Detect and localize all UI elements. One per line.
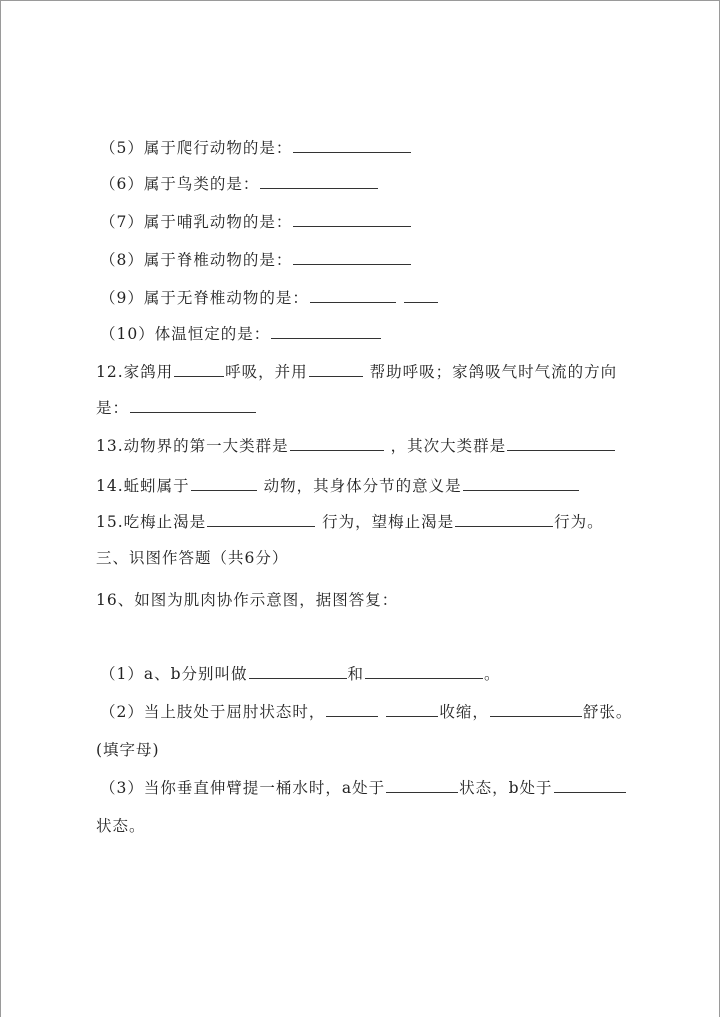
q11-item-7-text: （7）属于哺乳动物的是： (100, 213, 293, 231)
q11-item-8-text: （8）属于脊椎动物的是： (100, 251, 293, 269)
q13-text-b: ，其次大类群是 (384, 437, 507, 455)
q15-text-a: 15.吃梅止渴是 (96, 513, 207, 531)
q16-sub-3-cont (96, 816, 146, 836)
blank-16-3b[interactable] (554, 778, 626, 793)
q12-text-c: 帮助呼吸；家鸽吸气时气流的方向 (363, 363, 618, 381)
q12-line-1 (96, 362, 617, 382)
q16-sub-3 (100, 778, 627, 798)
q14-text-a: 14.蚯蚓属于 (96, 477, 190, 495)
blank-16-1b[interactable] (365, 664, 483, 679)
blank-15a[interactable] (207, 512, 315, 527)
q15-text-b: 行为，望梅止渴是 (316, 513, 455, 531)
blank-12c[interactable] (130, 398, 256, 413)
q11-item-10 (100, 324, 382, 344)
blank-16-3a[interactable] (386, 778, 458, 793)
blank-9a[interactable] (310, 288, 396, 303)
blank-12a[interactable] (174, 362, 224, 377)
q15-line (96, 512, 604, 532)
q11-item-6-text: （6）属于鸟类的是： (100, 175, 260, 193)
q13-text-a: 13.动物界的第一大类群是 (96, 437, 289, 455)
q16-s3-text-b: 状态，b处于 (459, 779, 553, 797)
q11-item-6 (100, 174, 379, 194)
q12-text-d: 是： (96, 399, 130, 417)
section-3-heading (96, 548, 288, 568)
blank-14a[interactable] (191, 476, 257, 491)
q16-s2-note: (填字母) (96, 741, 160, 759)
blank-16-2b[interactable] (386, 702, 438, 717)
q11-item-5-text: （5）属于爬行动物的是： (100, 139, 293, 157)
q13-line (96, 436, 616, 456)
q16-sub-2 (100, 702, 632, 722)
q11-item-8 (100, 250, 412, 270)
q11-item-5 (100, 138, 412, 158)
q12-text-b: 呼吸，并用 (225, 363, 308, 381)
q16-s3-text-a: （3）当你垂直伸臂提一桶水时，a处于 (100, 779, 386, 797)
q11-item-7 (100, 212, 412, 232)
blank-16-1a[interactable] (249, 664, 347, 679)
q16-title: 16、如图为肌肉协作示意图，据图答复： (96, 591, 399, 609)
blank-14b[interactable] (463, 476, 579, 491)
q12-text-a: 12.家鸽用 (96, 363, 174, 381)
q16-s2-text-a: （2）当上肢处于屈肘状态时， (100, 703, 326, 721)
blank-10[interactable] (271, 324, 381, 339)
q16-s1-text-b: 和 (347, 665, 365, 683)
q16-s2-text-b: 收缩， (439, 703, 489, 721)
q12-line-2 (96, 398, 257, 418)
blank-7[interactable] (293, 212, 411, 227)
blank-16-2a[interactable] (326, 702, 378, 717)
q11-item-9 (100, 288, 439, 308)
q11-item-9-text: （9）属于无脊椎动物的是： (100, 289, 309, 307)
blank-9b[interactable] (404, 288, 438, 303)
blank-13a[interactable] (290, 436, 384, 451)
section-3-title: 三、识图作答题（共6分） (96, 549, 289, 567)
blank-13b[interactable] (507, 436, 615, 451)
blank-8[interactable] (293, 250, 411, 265)
q14-text-b: 动物，其身体分节的意义是 (257, 477, 462, 495)
q16-s1-text-a: （1）a、b分别叫做 (100, 665, 248, 683)
blank-16-2c[interactable] (490, 702, 582, 717)
q11-item-10-text: （10）体温恒定的是： (100, 325, 271, 343)
q16-title-line (96, 590, 398, 610)
q16-s1-text-c: 。 (484, 665, 501, 683)
q14-line (96, 476, 580, 496)
q16-s3-text-c: 状态。 (96, 817, 146, 835)
q16-sub-1 (100, 664, 501, 684)
blank-6[interactable] (260, 174, 378, 189)
blank-5[interactable] (293, 138, 411, 153)
q15-text-c: 行为。 (554, 513, 604, 531)
blank-12b[interactable] (309, 362, 363, 377)
q16-s2-text-c: 舒张。 (582, 703, 633, 721)
q16-sub-2-note (96, 740, 160, 760)
blank-15b[interactable] (455, 512, 553, 527)
